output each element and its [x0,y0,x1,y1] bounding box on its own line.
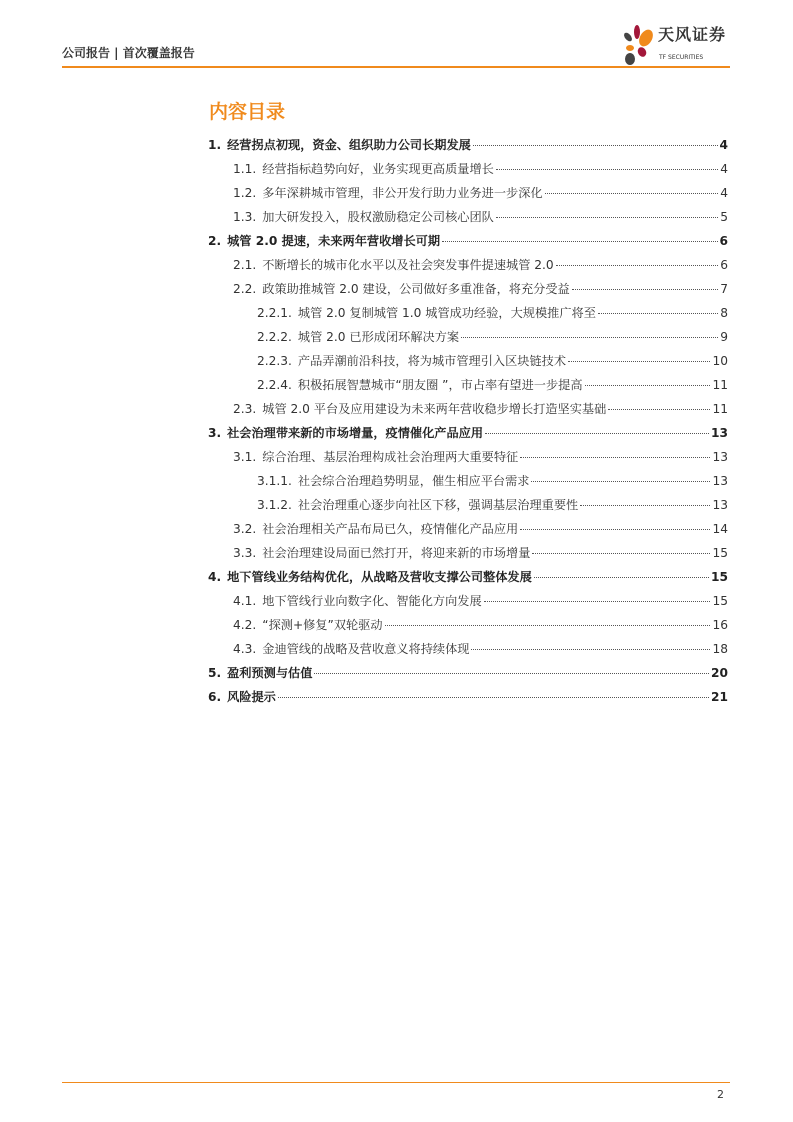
toc-leader-dots [545,193,719,194]
toc-entry[interactable] [208,445,728,469]
toc-entry-text: 产品弄潮前沿科技，将为城市管理引入区块链技术 [297,354,567,368]
toc-leader-dots [496,169,718,170]
toc-entry[interactable] [208,613,728,637]
toc-entry[interactable] [208,301,728,325]
toc-entry-text: 城管 2.0 复制城管 1.0 城管成功经验，大规模推广将至 [297,306,596,320]
toc-entry-page: 20 [711,666,728,680]
toc-entry-number: 2.2.4. [257,378,292,392]
toc-entry[interactable] [208,565,728,589]
toc-entry-page: 13 [712,498,728,512]
toc-entry-page: 15 [712,594,728,608]
toc-entry-page: 11 [712,378,728,392]
toc-entry-text: 社会治理重心逐步向社区下移，强调基层治理重要性 [297,498,579,512]
toc-entry[interactable] [208,397,728,421]
toc-entry-number: 4.3. [233,642,257,656]
toc-entry-number: 2.2.2. [257,330,292,344]
toc-leader-dots [531,481,710,482]
toc-entry-text: 地下管线业务结构优化，从战略及营收支撑公司整体发展 [227,570,532,584]
toc-entry-number: 3. [208,426,222,440]
toc-leader-dots [568,361,710,362]
toc-entry-number: 3.1.1. [257,474,292,488]
company-logo [622,24,732,66]
toc-entry-text: 盈利预测与估值 [227,666,313,680]
toc-entry-page: 15 [712,546,728,560]
toc-leader-dots [314,673,709,674]
toc-entry-text: 地下管线行业向数字化、智能化方向发展 [262,594,482,608]
report-type-label: 公司报告 | 首次覆盖报告 [62,46,195,60]
toc-entry[interactable] [208,349,728,373]
toc-entry-text: 金迪管线的战略及营收意义将持续体现 [262,642,470,656]
page-number: 2 [717,1088,724,1101]
toc-entry[interactable] [208,277,728,301]
toc-entry-text: 多年深耕城市管理，非公开发行助力业务进一步深化 [262,186,543,200]
toc-entry-number: 2.2.3. [257,354,292,368]
toc-entry[interactable] [208,541,728,565]
toc-entry-text: 积极拓展智慧城市“朋友圈 ”，市占率有望进一步提高 [297,378,583,392]
toc-entry-number: 3.1. [233,450,257,464]
toc-entry[interactable] [208,133,728,157]
logo-petals-icon [622,24,656,66]
toc-entry[interactable] [208,661,728,685]
toc-entry-text: “探测+修复”双轮驱动 [262,618,383,632]
toc-leader-dots [585,385,711,386]
toc-leader-dots [520,457,710,458]
toc-entry-text: 城管 2.0 提速，未来两年营收增长可期 [227,234,441,248]
toc-entry-text: 加大研发投入，股权激励稳定公司核心团队 [262,210,494,224]
toc-entry-page: 7 [720,282,728,296]
toc-leader-dots [580,505,710,506]
toc-entry-page: 18 [712,642,728,656]
toc-entry-page: 4 [720,162,728,176]
toc-entry-number: 4.1. [233,594,257,608]
toc-entry-number: 2.2.1. [257,306,292,320]
toc-leader-dots [484,601,711,602]
toc-entry-number: 3.2. [233,522,257,536]
toc-entry-number: 1.3. [233,210,257,224]
toc-entry-text: 社会治理带来新的市场增量，疫情催化产品应用 [227,426,484,440]
toc-entry-page: 8 [720,306,728,320]
toc-entry-number: 2.1. [233,258,257,272]
toc-entry[interactable] [208,637,728,661]
toc-leader-dots [598,313,718,314]
toc-title: 内容目录 [209,101,286,123]
toc-entry-text: 经营拐点初现，资金、组织助力公司长期发展 [227,138,471,152]
toc-entry-page: 6 [720,258,728,272]
toc-entry-page: 4 [719,138,728,152]
toc-entry-text: 风险提示 [227,690,276,704]
toc-entry-text: 综合治理、基层治理构成社会治理两大重要特征 [262,450,519,464]
toc-entry-text: 社会治理建设局面已然打开，将迎来新的市场增量 [262,546,531,560]
toc-entry-page: 21 [711,690,728,704]
toc-entry-number: 4.2. [233,618,257,632]
toc-leader-dots [534,577,709,578]
toc-entry[interactable] [208,157,728,181]
toc-entry-number: 2.2. [233,282,257,296]
header-divider [62,66,730,68]
toc-entry-number: 1. [208,138,222,152]
toc-leader-dots [572,289,719,290]
toc-entry[interactable] [208,469,728,493]
toc-entry-page: 16 [712,618,728,632]
toc-entry[interactable] [208,253,728,277]
toc-entry[interactable] [208,421,728,445]
toc-entry[interactable] [208,325,728,349]
toc-entry-text: 政策助推城管 2.0 建设，公司做好多重准备，将充分受益 [262,282,570,296]
footer-divider [62,1082,730,1083]
toc-entry-text: 社会治理相关产品布局已久，疫情催化产品应用 [262,522,519,536]
logo-text-en: TF SECURITIES [659,54,704,61]
toc-entry[interactable] [208,181,728,205]
toc-leader-dots [461,337,718,338]
toc-leader-dots [556,265,719,266]
toc-entry-text: 城管 2.0 平台及应用建设为未来两年营收稳步增长打造坚实基础 [262,402,607,416]
toc-entry[interactable] [208,685,728,709]
toc-entry-page: 6 [719,234,728,248]
toc-entry-page: 13 [712,450,728,464]
toc-entry-number: 2. [208,234,222,248]
toc-entry-page: 10 [712,354,728,368]
logo-text-cn: 天风证券 [658,25,727,44]
toc-leader-dots [496,217,718,218]
toc-leader-dots [485,433,709,434]
toc-entry-text: 不断增长的城市化水平以及社会突发事件提速城管 2.0 [262,258,554,272]
toc-entry-number: 2.3. [233,402,257,416]
toc-leader-dots [442,241,718,242]
toc-entry-number: 5. [208,666,222,680]
toc-leader-dots [473,145,718,146]
toc-entry-text: 经营指标趋势向好，业务实现更高质量增长 [262,162,494,176]
toc-leader-dots [608,409,710,410]
toc-entry-page: 5 [720,210,728,224]
toc-leader-dots [532,553,710,554]
toc-entry[interactable] [208,229,728,253]
toc-entry[interactable] [208,589,728,613]
table-of-contents [208,133,728,709]
toc-leader-dots [520,529,710,530]
toc-entry-page: 9 [720,330,728,344]
toc-entry-page: 13 [711,426,728,440]
toc-entry-page: 15 [711,570,728,584]
toc-entry[interactable] [208,493,728,517]
toc-leader-dots [471,649,710,650]
toc-entry[interactable] [208,517,728,541]
toc-entry-number: 1.2. [233,186,257,200]
toc-entry-page: 4 [720,186,728,200]
toc-leader-dots [385,625,711,626]
toc-entry[interactable] [208,205,728,229]
toc-entry-number: 3.3. [233,546,257,560]
toc-entry-text: 城管 2.0 已形成闭环解决方案 [297,330,460,344]
toc-entry-number: 3.1.2. [257,498,292,512]
toc-entry-page: 11 [712,402,728,416]
toc-entry[interactable] [208,373,728,397]
toc-entry-text: 社会综合治理趋势明显，催生相应平台需求 [297,474,530,488]
toc-entry-page: 13 [712,474,728,488]
toc-entry-number: 4. [208,570,222,584]
toc-entry-number: 6. [208,690,222,704]
toc-entry-page: 14 [712,522,728,536]
toc-entry-number: 1.1. [233,162,257,176]
toc-leader-dots [278,697,709,698]
